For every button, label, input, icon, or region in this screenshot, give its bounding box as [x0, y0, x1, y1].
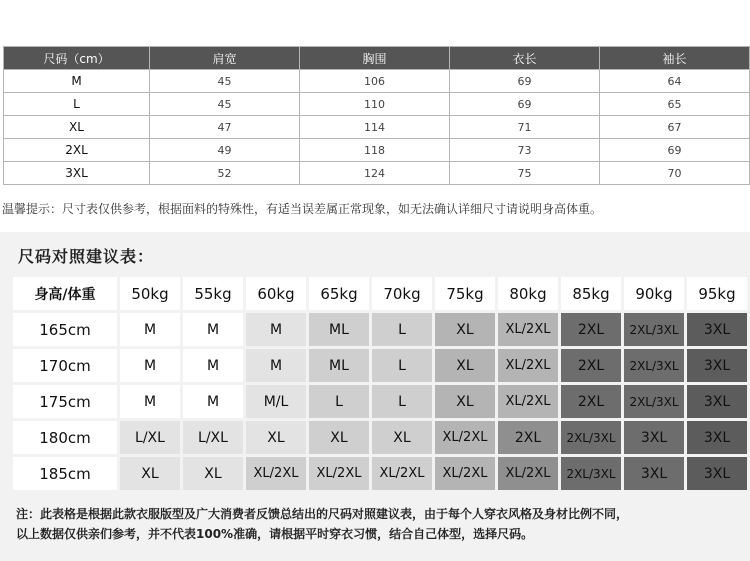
size-cell: M — [4, 70, 150, 93]
size-suggestion-cell: 2XL/3XL — [561, 421, 621, 454]
height-row — [13, 385, 747, 418]
weight-header: 85kg — [561, 277, 621, 310]
measurement-row — [4, 139, 750, 162]
header-size: 尺码（cm） — [4, 47, 150, 70]
measurement-cell: 75 — [450, 162, 600, 185]
size-suggestion-cell: XL — [435, 349, 495, 382]
size-suggestion-cell: XL/2XL — [309, 457, 369, 490]
size-suggestion-cell: XL — [435, 313, 495, 346]
height-label: 180cm — [13, 421, 117, 454]
size-suggestion-cell: ML — [309, 313, 369, 346]
size-suggestion-cell: XL — [435, 385, 495, 418]
height-row — [13, 457, 747, 490]
size-suggestion-cell: M/L — [246, 385, 306, 418]
size-suggestion-cell: M — [120, 349, 180, 382]
size-suggestion-cell: M — [246, 313, 306, 346]
size-suggestion-cell: XL — [120, 457, 180, 490]
measurement-cell: 65 — [600, 93, 750, 116]
measurement-row — [4, 116, 750, 139]
header-chest: 胸围 — [300, 47, 450, 70]
weight-header: 55kg — [183, 277, 243, 310]
size-suggestion-cell: 2XL — [498, 421, 558, 454]
measurement-cell: 106 — [300, 70, 450, 93]
size-suggestion-cell: XL/2XL — [498, 457, 558, 490]
size-tip-text: 温馨提示：尺寸表仅供参考，根据面料的特殊性，有适当误差属正常现象，如无法确认详细尺寸请说明身高体重。 — [2, 202, 603, 216]
size-suggestion-cell: XL/2XL — [498, 385, 558, 418]
weight-header: 90kg — [624, 277, 684, 310]
weight-header-row — [13, 277, 747, 310]
measurement-header-row — [4, 47, 750, 70]
size-recommendation-table — [10, 274, 750, 493]
measurement-cell: 67 — [600, 116, 750, 139]
size-suggestion-cell: XL — [246, 421, 306, 454]
size-suggestion-cell: 3XL — [687, 313, 747, 346]
height-row — [13, 421, 747, 454]
weight-header: 70kg — [372, 277, 432, 310]
measurement-cell: 47 — [150, 116, 300, 139]
size-suggestion-cell: M — [246, 349, 306, 382]
size-suggestion-cell: XL/2XL — [498, 349, 558, 382]
size-suggestion-cell: M — [183, 313, 243, 346]
size-suggestion-cell: XL — [183, 457, 243, 490]
measurement-cell: 114 — [300, 116, 450, 139]
weight-header: 50kg — [120, 277, 180, 310]
size-suggestion-cell: 3XL — [687, 421, 747, 454]
measurement-cell: 110 — [300, 93, 450, 116]
size-suggestion-cell: 2XL/3XL — [561, 457, 621, 490]
weight-header: 95kg — [687, 277, 747, 310]
measurement-cell: 70 — [600, 162, 750, 185]
size-suggestion-cell: 2XL — [561, 349, 621, 382]
size-suggestion-cell: 3XL — [687, 349, 747, 382]
recommendation-title: 尺码对照建议表： — [18, 247, 155, 266]
header-length: 衣长 — [450, 47, 600, 70]
height-label: 165cm — [13, 313, 117, 346]
weight-header: 60kg — [246, 277, 306, 310]
note-line-2: 以上数据仅供亲们参考，并不代表100%准确，请根据平时穿衣习惯，结合自己体型，选择尺码。 — [16, 527, 534, 541]
measurement-row — [4, 70, 750, 93]
size-suggestion-cell: 2XL/3XL — [624, 313, 684, 346]
measurement-cell: 69 — [450, 93, 600, 116]
size-suggestion-cell: XL/2XL — [372, 457, 432, 490]
measurement-row — [4, 162, 750, 185]
size-suggestion-cell: XL/2XL — [435, 457, 495, 490]
size-suggestion-cell: L — [309, 385, 369, 418]
size-suggestion-cell: ML — [309, 349, 369, 382]
size-suggestion-cell: 2XL — [561, 313, 621, 346]
size-suggestion-cell: XL — [372, 421, 432, 454]
measurement-cell: 124 — [300, 162, 450, 185]
height-weight-corner: 身高/体重 — [13, 277, 117, 310]
weight-header: 80kg — [498, 277, 558, 310]
measurement-row — [4, 93, 750, 116]
height-label: 170cm — [13, 349, 117, 382]
size-suggestion-cell: 2XL/3XL — [624, 385, 684, 418]
measurement-cell: 45 — [150, 70, 300, 93]
size-suggestion-cell: M — [183, 385, 243, 418]
weight-header: 75kg — [435, 277, 495, 310]
height-row — [13, 313, 747, 346]
height-label: 185cm — [13, 457, 117, 490]
note-line-1: 注：此表格是根据此款衣服版型及广大消费者反馈总结出的尺码对照建议表，由于每个人穿衣风格及身材比例不同， — [16, 507, 629, 521]
size-cell: 2XL — [4, 139, 150, 162]
size-suggestion-cell: L — [372, 313, 432, 346]
measurement-cell: 69 — [450, 70, 600, 93]
measurement-cell: 52 — [150, 162, 300, 185]
measurement-cell: 49 — [150, 139, 300, 162]
size-suggestion-cell: L/XL — [183, 421, 243, 454]
size-suggestion-cell: XL/2XL — [246, 457, 306, 490]
size-suggestion-cell: 2XL — [561, 385, 621, 418]
size-cell: L — [4, 93, 150, 116]
size-suggestion-cell: M — [183, 349, 243, 382]
recommendation-note — [16, 504, 748, 544]
measurement-cell: 64 — [600, 70, 750, 93]
size-suggestion-cell: M — [120, 385, 180, 418]
measurement-cell: 45 — [150, 93, 300, 116]
size-suggestion-cell: 3XL — [687, 457, 747, 490]
weight-header: 65kg — [309, 277, 369, 310]
size-suggestion-cell: XL/2XL — [435, 421, 495, 454]
size-suggestion-cell: 3XL — [687, 385, 747, 418]
measurement-cell: 71 — [450, 116, 600, 139]
size-suggestion-cell: L — [372, 385, 432, 418]
size-suggestion-cell: 3XL — [624, 457, 684, 490]
height-label: 175cm — [13, 385, 117, 418]
size-suggestion-cell: L — [372, 349, 432, 382]
header-shoulder: 肩宽 — [150, 47, 300, 70]
size-suggestion-cell: M — [120, 313, 180, 346]
size-cell: 3XL — [4, 162, 150, 185]
size-suggestion-cell: 2XL/3XL — [624, 349, 684, 382]
size-suggestion-cell: L/XL — [120, 421, 180, 454]
header-sleeve: 袖长 — [600, 47, 750, 70]
size-suggestion-cell: 3XL — [624, 421, 684, 454]
size-suggestion-cell: XL — [309, 421, 369, 454]
measurement-table — [3, 46, 750, 185]
size-recommendation-section — [0, 232, 750, 561]
measurement-cell: 118 — [300, 139, 450, 162]
size-suggestion-cell: XL/2XL — [498, 313, 558, 346]
size-cell: XL — [4, 116, 150, 139]
measurement-cell: 69 — [600, 139, 750, 162]
measurement-cell: 73 — [450, 139, 600, 162]
height-row — [13, 349, 747, 382]
